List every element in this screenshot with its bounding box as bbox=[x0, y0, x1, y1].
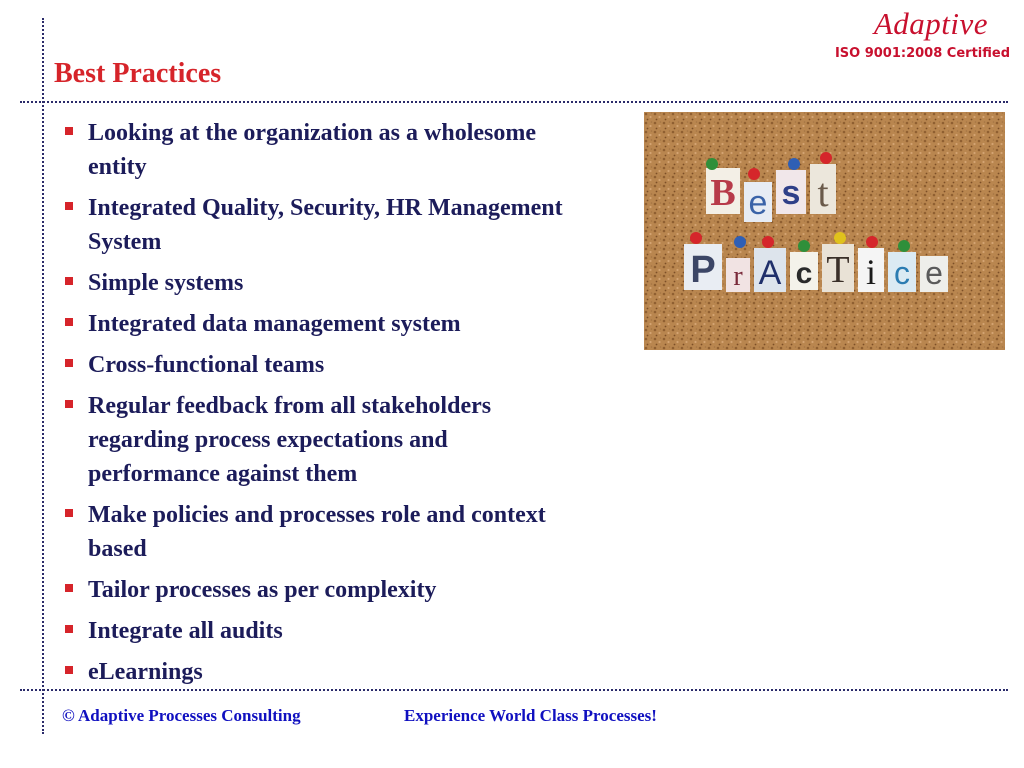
pushpin bbox=[866, 236, 878, 248]
bullet-item: Cross-functional teams bbox=[64, 348, 584, 382]
left-dotted-rule bbox=[42, 18, 44, 734]
letter-r: r bbox=[733, 261, 743, 292]
letter-e: e bbox=[748, 184, 768, 222]
letter-s: s bbox=[781, 174, 801, 212]
letter-e: e bbox=[925, 255, 943, 291]
slide-title: Best Practices bbox=[54, 58, 222, 89]
footer-copyright: © Adaptive Processes Consulting bbox=[62, 706, 301, 725]
pushpin bbox=[748, 168, 760, 180]
footer-tagline: Experience World Class Processes! bbox=[404, 706, 657, 725]
letter-b: B bbox=[710, 172, 736, 214]
bullet-item: Integrate all audits bbox=[64, 614, 584, 648]
pushpin bbox=[734, 236, 746, 248]
logo-name: Adaptive bbox=[873, 6, 988, 41]
pushpin bbox=[762, 236, 774, 248]
bullet-item: eLearnings bbox=[64, 655, 584, 689]
logo-certification: ISO 9001:2008 Certified bbox=[834, 46, 1010, 61]
letter-t: T bbox=[826, 249, 850, 291]
letter-t: t bbox=[817, 170, 829, 215]
bullet-item: Integrated Quality, Security, HR Management System bbox=[64, 191, 584, 259]
bullet-item: Tailor processes as per complexity bbox=[64, 573, 584, 607]
letter-i: i bbox=[865, 252, 877, 292]
letter-c: c bbox=[894, 255, 910, 291]
letter-c: c bbox=[795, 257, 813, 290]
pushpin bbox=[798, 240, 810, 252]
bullet-item: Integrated data management system bbox=[64, 307, 584, 341]
bullet-list bbox=[64, 116, 584, 696]
top-dotted-rule bbox=[20, 101, 1008, 103]
pushpin bbox=[706, 158, 718, 170]
pushpin bbox=[834, 232, 846, 244]
bullet-item: Make policies and processes role and context based bbox=[64, 498, 584, 566]
bullet-item: Regular feedback from all stakeholders regarding process expectations and performance against them bbox=[64, 389, 584, 491]
best-practice-corkboard-image bbox=[644, 112, 1005, 350]
bullet-item: Looking at the organization as a wholesome entity bbox=[64, 116, 584, 184]
letter-p: P bbox=[690, 249, 716, 291]
pushpin bbox=[788, 158, 800, 170]
pushpin bbox=[820, 152, 832, 164]
pushpin bbox=[898, 240, 910, 252]
bullet-item: Simple systems bbox=[64, 266, 584, 300]
cork-background bbox=[644, 112, 1005, 350]
company-logo bbox=[835, 6, 1010, 61]
pushpin bbox=[690, 232, 702, 244]
letter-a: A bbox=[758, 254, 782, 292]
